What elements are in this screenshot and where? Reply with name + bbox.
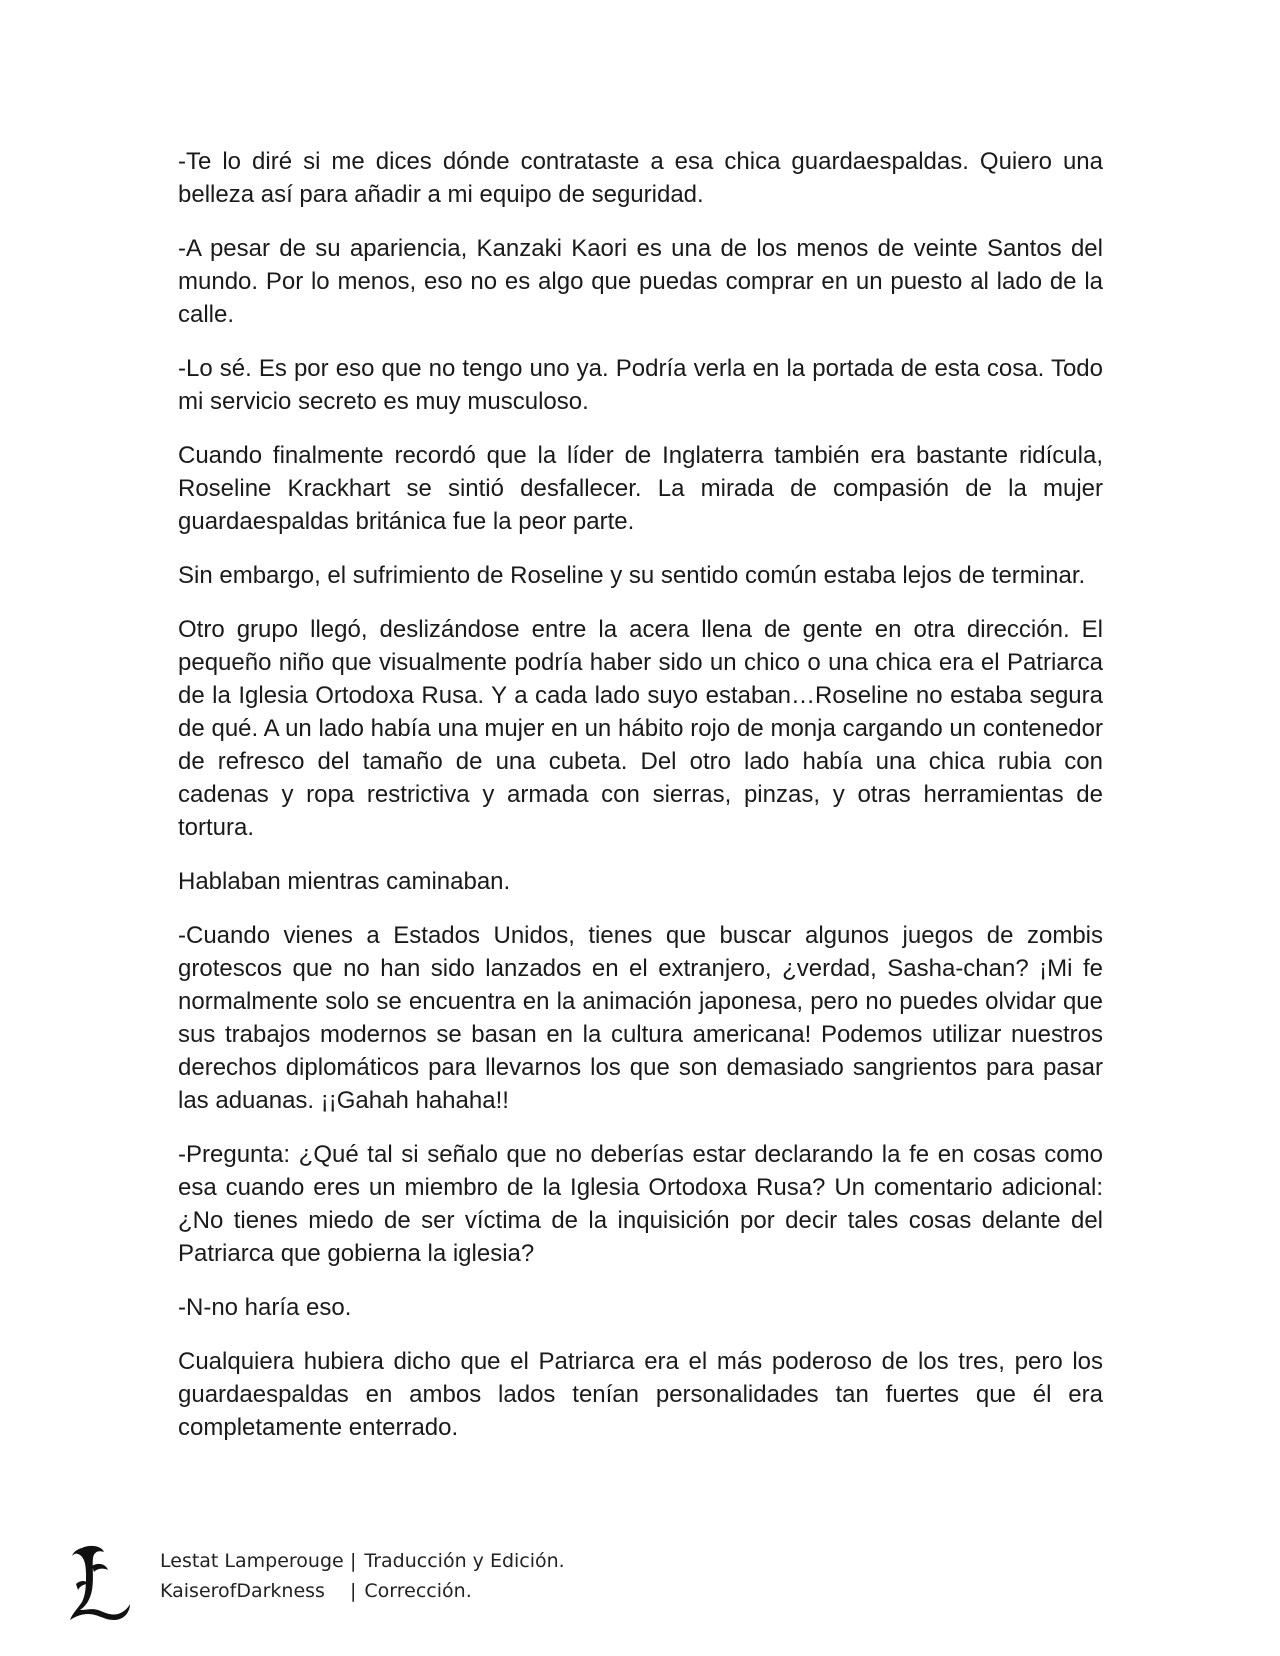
credit-name: Lestat Lamperouge [160, 1550, 344, 1572]
credit-name: KaiserofDarkness [160, 1580, 325, 1602]
paragraph: Cuando finalmente recordó que la líder de Inglaterra también era bastante ridícula, Roseline Krackhart se sintió desfallecer. La mirada de compasión de la mujer guardaespaldas británica fue la peor parte. [178, 442, 1103, 535]
credit-separator: | [350, 1550, 357, 1572]
paragraph: Hablaban mientras caminaban. [178, 868, 511, 895]
paragraph: -Pregunta: ¿Qué tal si señalo que no deberías estar declarando la fe en cosas como esa cuando eres un miembro de la Iglesia Ortodoxa Rusa? Un comentario adicional: ¿No tienes miedo de ser víctima de la inquisición por decir tales cosas delante del Patriarca que gobierna la iglesia? [178, 1141, 1103, 1267]
credit-separator: | [350, 1580, 357, 1602]
body-text [178, 145, 1103, 1465]
paragraph: Otro grupo llegó, deslizándose entre la acera llena de gente en otra dirección. El pequeño niño que visualmente podría haber sido un chico o una chica era el Patriarca de la Iglesia Ortodoxa Rusa. Y a cada lado suyo estaban…Roseline no estaba segura de qué. A un lado había una mujer en un hábito rojo de monja cargando un contenedor de refresco del tamaño de una cubeta. Del otro lado había una chica rubia con cadenas y ropa restrictiva y armada con sierras, pinzas, y otras herramientas de tortura. [178, 616, 1103, 841]
paragraph: -A pesar de su apariencia, Kanzaki Kaori es una de los menos de veinte Santos del mundo. Por lo menos, eso no es algo que puedas comprar en un puesto al lado de la calle. [178, 235, 1103, 328]
credit-role: Traducción y Edición. [364, 1550, 565, 1572]
credit-role: Corrección. [364, 1580, 472, 1602]
paragraph: -Lo sé. Es por eso que no tengo uno ya. Podría verla en la portada de esta cosa. Todo mi servicio secreto es muy musculoso. [178, 355, 1103, 415]
paragraph: Cualquiera hubiera dicho que el Patriarca era el más poderoso de los tres, pero los guardaespaldas en ambos lados tenían personalidades tan fuertes que él era completamente enterrado. [178, 1348, 1103, 1441]
credit-row [160, 1576, 565, 1606]
paragraph: -Cuando vienes a Estados Unidos, tienes que buscar algunos juegos de zombis grotescos que no han sido lanzados en el extranjero, ¿verdad, Sasha-chan? ¡Mi fe normalmente solo se encuentra en la animación japonesa, pero no puedes olvidar que sus trabajos modernos se basan en la cultura americana! Podemos utilizar nuestros derechos diplomáticos para llevarnos los que son demasiado sangrientos para pasar las aduanas. ¡¡Gahah hahaha!! [178, 922, 1103, 1114]
paragraph: -Te lo diré si me dices dónde contrataste a esa chica guardaespaldas. Quiero una belleza así para añadir a mi equipo de seguridad. [178, 148, 1103, 208]
paragraph: Sin embargo, el sufrimiento de Roseline y su sentido común estaba lejos de terminar. [178, 562, 1086, 589]
gothic-L-logo-icon [68, 1544, 132, 1620]
credits [160, 1546, 565, 1606]
page-footer [68, 1544, 768, 1624]
credit-row [160, 1546, 565, 1576]
paragraph: -N-no haría eso. [178, 1294, 352, 1321]
